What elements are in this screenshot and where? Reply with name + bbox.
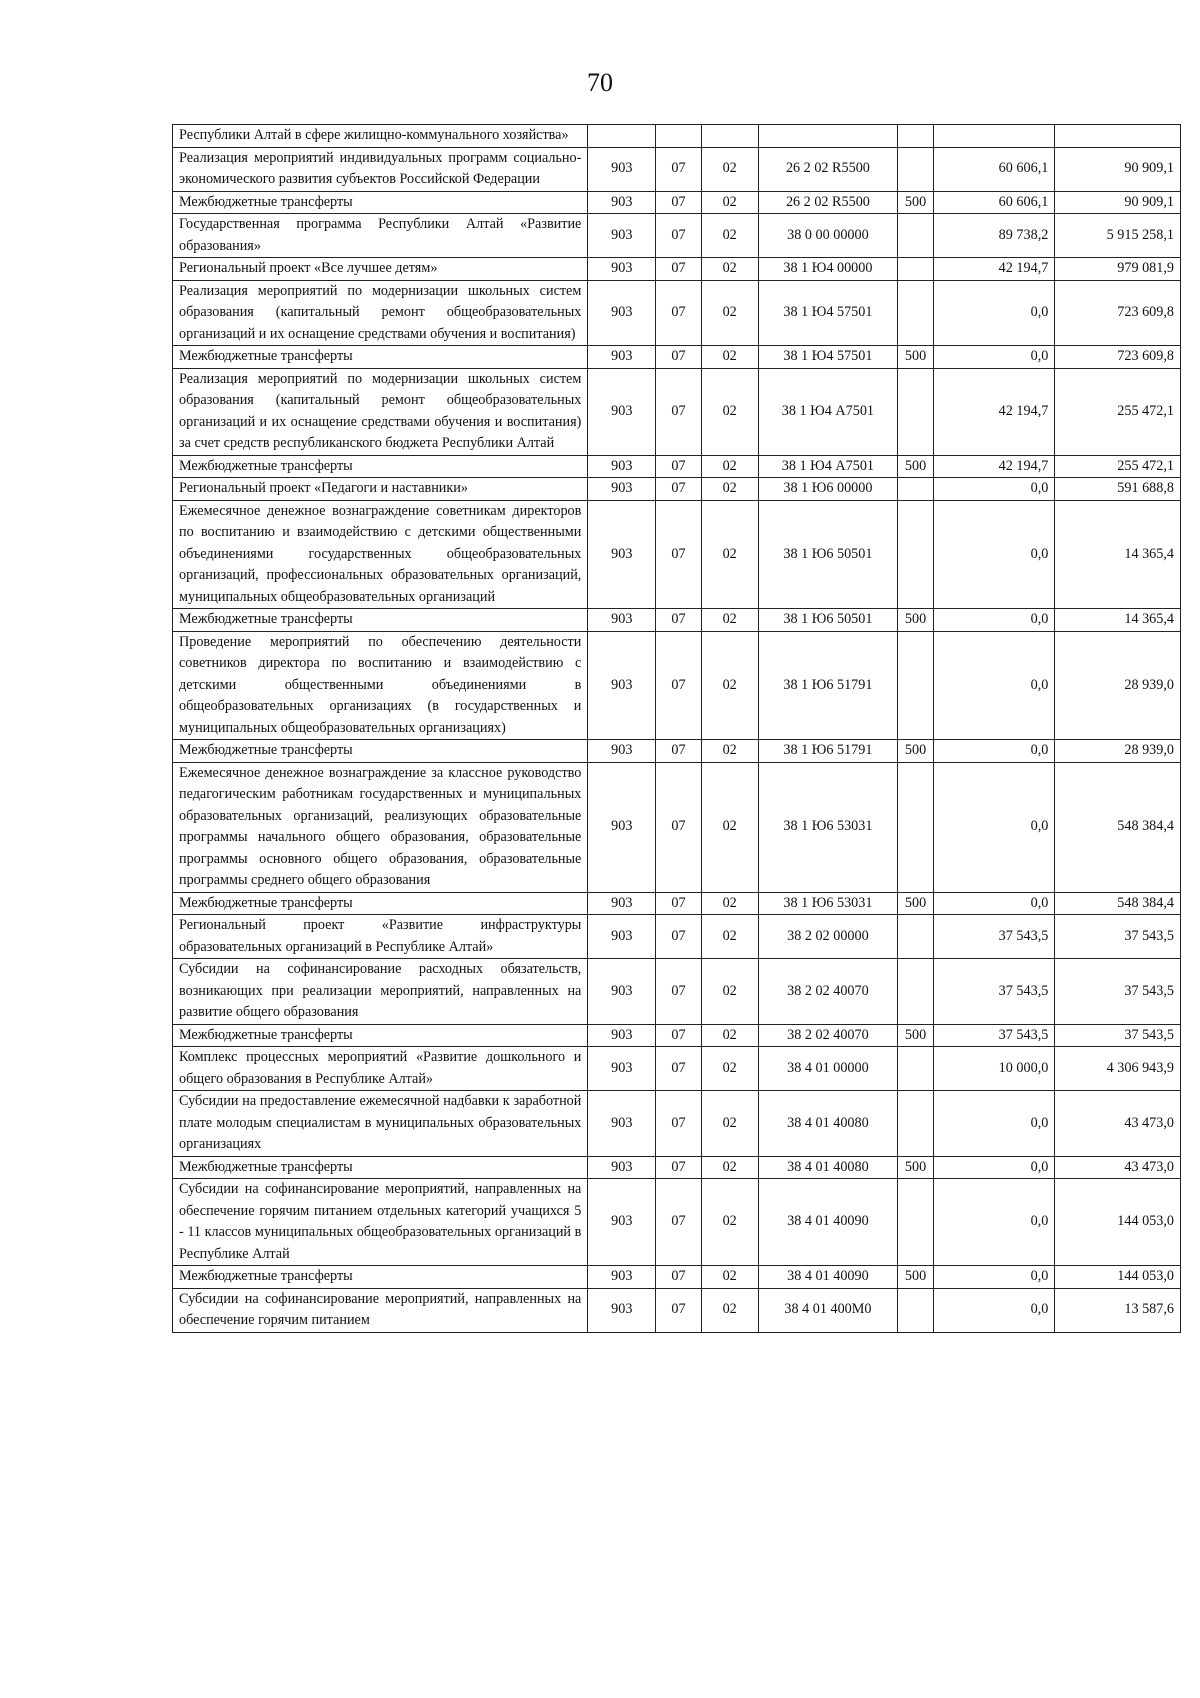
row-gr: 903 [588,959,656,1025]
row-sum-2: 28 939,0 [1055,740,1181,763]
table-row [173,1288,1181,1332]
row-csr: 38 1 Ю6 50501 [758,500,898,609]
row-vr [898,368,933,455]
row-sum-1: 37 543,5 [933,1024,1055,1047]
row-rz: 07 [656,1156,702,1179]
row-csr: 38 1 Ю6 53031 [758,892,898,915]
row-vr: 500 [898,609,933,632]
row-csr: 38 1 Ю6 53031 [758,762,898,892]
row-csr: 38 2 02 40070 [758,959,898,1025]
row-pr: 02 [701,191,758,214]
row-csr: 26 2 02 R5500 [758,191,898,214]
row-gr: 903 [588,1266,656,1289]
row-sum-1: 0,0 [933,740,1055,763]
row-rz: 07 [656,1047,702,1091]
row-csr: 38 1 Ю6 00000 [758,478,898,501]
row-sum-2: 4 306 943,9 [1055,1047,1181,1091]
row-gr: 903 [588,915,656,959]
row-sum-2: 723 609,8 [1055,346,1181,369]
row-pr [701,125,758,148]
row-pr: 02 [701,1266,758,1289]
row-sum-2: 37 543,5 [1055,1024,1181,1047]
row-sum-2: 43 473,0 [1055,1091,1181,1157]
row-sum-1: 0,0 [933,1179,1055,1266]
row-csr: 38 2 02 00000 [758,915,898,959]
row-pr: 02 [701,1091,758,1157]
table-body [173,125,1181,1333]
row-name: Межбюджетные трансферты [173,346,588,369]
row-sum-1: 0,0 [933,500,1055,609]
row-name: Реализация мероприятий по модернизации школьных систем образования (капитальный ремонт общеобразовательных организаций и их оснащение средствами обучения и воспитания) за счет средств республиканского бюджета Республики Алтай [173,368,588,455]
row-name: Региональный проект «Педагоги и наставники» [173,478,588,501]
table-row [173,631,1181,740]
row-gr [588,125,656,148]
row-sum-1: 89 738,2 [933,214,1055,258]
row-pr: 02 [701,1024,758,1047]
row-gr: 903 [588,368,656,455]
row-gr: 903 [588,258,656,281]
row-name: Реализация мероприятий индивидуальных программ социально-экономического развития субъектов Российской Федерации [173,147,588,191]
row-vr [898,1288,933,1332]
row-name: Межбюджетные трансферты [173,1266,588,1289]
row-pr: 02 [701,609,758,632]
row-pr: 02 [701,1288,758,1332]
row-sum-1: 0,0 [933,1091,1055,1157]
row-name: Реализация мероприятий по модернизации школьных систем образования (капитальный ремонт общеобразовательных организаций и их оснащение средствами обучения и воспитания) [173,280,588,346]
row-gr: 903 [588,1156,656,1179]
row-vr [898,631,933,740]
row-rz: 07 [656,762,702,892]
row-sum-1: 0,0 [933,609,1055,632]
row-sum-1: 0,0 [933,1156,1055,1179]
table-row [173,478,1181,501]
table-row [173,609,1181,632]
row-gr: 903 [588,500,656,609]
row-name: Ежемесячное денежное вознаграждение советникам директоров по воспитанию и взаимодействию с детскими общественными объединениями государственных общеобразовательных организаций, профессиональных образовательных организаций, муниципальных общеобразовательных организаций [173,500,588,609]
row-sum-1: 0,0 [933,1266,1055,1289]
table-row [173,959,1181,1025]
row-gr: 903 [588,1179,656,1266]
row-gr: 903 [588,892,656,915]
budget-table [172,124,1181,1333]
table-row [173,1024,1181,1047]
row-name: Межбюджетные трансферты [173,1156,588,1179]
table-row [173,214,1181,258]
row-sum-2: 548 384,4 [1055,892,1181,915]
row-gr: 903 [588,214,656,258]
row-vr [898,280,933,346]
row-vr [898,1179,933,1266]
table-row [173,368,1181,455]
row-name: Субсидии на софинансирование мероприятий, направленных на обеспечение горячим питанием отдельных категорий учащихся 5 - 11 классов муниципальных общеобразовательных организаций в Республике Алтай [173,1179,588,1266]
row-rz: 07 [656,1266,702,1289]
row-csr: 38 1 Ю6 50501 [758,609,898,632]
row-csr: 26 2 02 R5500 [758,147,898,191]
table-row [173,280,1181,346]
row-name: Межбюджетные трансферты [173,191,588,214]
row-pr: 02 [701,762,758,892]
row-vr: 500 [898,1024,933,1047]
row-name: Межбюджетные трансферты [173,1024,588,1047]
row-pr: 02 [701,280,758,346]
row-sum-2: 43 473,0 [1055,1156,1181,1179]
table-row [173,125,1181,148]
table-row [173,1047,1181,1091]
row-rz: 07 [656,740,702,763]
row-pr: 02 [701,892,758,915]
row-rz: 07 [656,1288,702,1332]
row-sum-1: 60 606,1 [933,191,1055,214]
row-vr: 500 [898,346,933,369]
table-row [173,191,1181,214]
row-rz: 07 [656,478,702,501]
row-sum-1 [933,125,1055,148]
row-vr: 500 [898,455,933,478]
row-rz: 07 [656,280,702,346]
row-sum-2: 591 688,8 [1055,478,1181,501]
row-gr: 903 [588,191,656,214]
row-pr: 02 [701,959,758,1025]
row-rz: 07 [656,631,702,740]
row-sum-2: 90 909,1 [1055,191,1181,214]
row-rz: 07 [656,500,702,609]
row-pr: 02 [701,1047,758,1091]
row-vr [898,214,933,258]
row-name: Региональный проект «Развитие инфраструктуры образовательных организаций в Республике Алтай» [173,915,588,959]
row-sum-1: 0,0 [933,346,1055,369]
row-gr: 903 [588,1047,656,1091]
row-rz: 07 [656,1091,702,1157]
row-sum-2: 548 384,4 [1055,762,1181,892]
row-vr [898,125,933,148]
row-sum-1: 37 543,5 [933,915,1055,959]
row-sum-2 [1055,125,1181,148]
row-sum-1: 10 000,0 [933,1047,1055,1091]
row-vr: 500 [898,1266,933,1289]
row-csr: 38 0 00 00000 [758,214,898,258]
row-sum-1: 0,0 [933,762,1055,892]
table-row [173,915,1181,959]
table-row [173,455,1181,478]
row-name: Субсидии на софинансирование расходных обязательств, возникающих при реализации мероприятий, направленных на развитие общего образования [173,959,588,1025]
row-vr: 500 [898,892,933,915]
row-vr: 500 [898,740,933,763]
row-gr: 903 [588,740,656,763]
row-sum-1: 42 194,7 [933,258,1055,281]
row-csr: 38 1 Ю6 51791 [758,740,898,763]
row-csr: 38 4 01 40090 [758,1179,898,1266]
row-csr: 38 4 01 40090 [758,1266,898,1289]
table-row [173,740,1181,763]
row-pr: 02 [701,478,758,501]
row-name: Региональный проект «Все лучшее детям» [173,258,588,281]
table-row [173,1266,1181,1289]
row-name: Республики Алтай в сфере жилищно-коммунального хозяйства» [173,125,588,148]
row-rz: 07 [656,147,702,191]
row-rz: 07 [656,258,702,281]
row-vr [898,1047,933,1091]
row-rz: 07 [656,214,702,258]
row-vr: 500 [898,191,933,214]
row-csr: 38 1 Ю4 00000 [758,258,898,281]
row-csr: 38 1 Ю6 51791 [758,631,898,740]
row-sum-2: 90 909,1 [1055,147,1181,191]
row-name: Межбюджетные трансферты [173,740,588,763]
row-rz: 07 [656,1179,702,1266]
page-number: 70 [587,68,613,97]
row-rz: 07 [656,915,702,959]
table-row [173,500,1181,609]
row-name: Субсидии на софинансирование мероприятий, направленных на обеспечение горячим питанием [173,1288,588,1332]
row-rz: 07 [656,609,702,632]
row-rz: 07 [656,191,702,214]
row-gr: 903 [588,1024,656,1047]
row-gr: 903 [588,631,656,740]
row-gr: 903 [588,762,656,892]
row-sum-2: 14 365,4 [1055,500,1181,609]
row-pr: 02 [701,258,758,281]
row-vr: 500 [898,1156,933,1179]
row-name: Межбюджетные трансферты [173,892,588,915]
row-name: Проведение мероприятий по обеспечению деятельности советников директора по воспитанию и взаимодействию с детскими общественными объединениями в общеобразовательных организациях (в государственных и муниципальных общеобразовательных организациях) [173,631,588,740]
table-row [173,258,1181,281]
row-sum-2: 5 915 258,1 [1055,214,1181,258]
row-pr: 02 [701,1179,758,1266]
row-sum-2: 144 053,0 [1055,1179,1181,1266]
row-pr: 02 [701,500,758,609]
table-row [173,762,1181,892]
table-row [173,346,1181,369]
row-gr: 903 [588,346,656,369]
row-name: Субсидии на предоставление ежемесячной надбавки к заработной плате молодым специалистам в муниципальных образовательных организациях [173,1091,588,1157]
row-sum-2: 14 365,4 [1055,609,1181,632]
row-pr: 02 [701,346,758,369]
row-rz: 07 [656,1024,702,1047]
row-rz [656,125,702,148]
row-sum-2: 37 543,5 [1055,959,1181,1025]
row-pr: 02 [701,147,758,191]
row-pr: 02 [701,455,758,478]
row-csr: 38 1 Ю4 A7501 [758,455,898,478]
row-vr [898,147,933,191]
row-vr [898,762,933,892]
row-sum-2: 255 472,1 [1055,368,1181,455]
row-name: Ежемесячное денежное вознаграждение за классное руководство педагогическим работникам государственных и муниципальных образовательных организаций, реализующих образовательные программы начального общего образования, образовательные программы основного общего образования, образовательные программы среднего общего образования [173,762,588,892]
row-gr: 903 [588,609,656,632]
row-name: Межбюджетные трансферты [173,609,588,632]
row-vr [898,478,933,501]
row-gr: 903 [588,478,656,501]
table-row [173,1179,1181,1266]
row-rz: 07 [656,959,702,1025]
row-name: Государственная программа Республики Алтай «Развитие образования» [173,214,588,258]
row-gr: 903 [588,1288,656,1332]
row-csr: 38 1 Ю4 57501 [758,346,898,369]
row-vr [898,500,933,609]
row-sum-2: 13 587,6 [1055,1288,1181,1332]
row-csr: 38 4 01 40080 [758,1156,898,1179]
row-sum-1: 0,0 [933,1288,1055,1332]
table-row [173,1156,1181,1179]
row-csr: 38 2 02 40070 [758,1024,898,1047]
row-sum-2: 255 472,1 [1055,455,1181,478]
row-name: Комплекс процессных мероприятий «Развитие дошкольного и общего образования в Республике Алтай» [173,1047,588,1091]
row-csr: 38 1 Ю4 A7501 [758,368,898,455]
row-rz: 07 [656,455,702,478]
row-rz: 07 [656,368,702,455]
row-gr: 903 [588,280,656,346]
row-csr [758,125,898,148]
row-sum-1: 42 194,7 [933,455,1055,478]
row-sum-2: 723 609,8 [1055,280,1181,346]
row-gr: 903 [588,1091,656,1157]
row-csr: 38 4 01 00000 [758,1047,898,1091]
table-row [173,892,1181,915]
row-csr: 38 1 Ю4 57501 [758,280,898,346]
row-sum-1: 0,0 [933,280,1055,346]
row-sum-1: 37 543,5 [933,959,1055,1025]
row-sum-1: 0,0 [933,892,1055,915]
row-gr: 903 [588,455,656,478]
table-row [173,147,1181,191]
row-sum-1: 0,0 [933,478,1055,501]
row-sum-2: 28 939,0 [1055,631,1181,740]
table-row [173,1091,1181,1157]
row-sum-1: 60 606,1 [933,147,1055,191]
row-sum-2: 144 053,0 [1055,1266,1181,1289]
row-sum-1: 42 194,7 [933,368,1055,455]
row-pr: 02 [701,740,758,763]
row-vr [898,959,933,1025]
row-name: Межбюджетные трансферты [173,455,588,478]
row-pr: 02 [701,631,758,740]
row-sum-2: 979 081,9 [1055,258,1181,281]
row-csr: 38 4 01 400M0 [758,1288,898,1332]
row-sum-2: 37 543,5 [1055,915,1181,959]
row-rz: 07 [656,346,702,369]
row-vr [898,1091,933,1157]
row-pr: 02 [701,214,758,258]
row-pr: 02 [701,368,758,455]
row-csr: 38 4 01 40080 [758,1091,898,1157]
row-sum-1: 0,0 [933,631,1055,740]
row-rz: 07 [656,892,702,915]
row-gr: 903 [588,147,656,191]
row-pr: 02 [701,915,758,959]
row-pr: 02 [701,1156,758,1179]
row-vr [898,258,933,281]
row-vr [898,915,933,959]
